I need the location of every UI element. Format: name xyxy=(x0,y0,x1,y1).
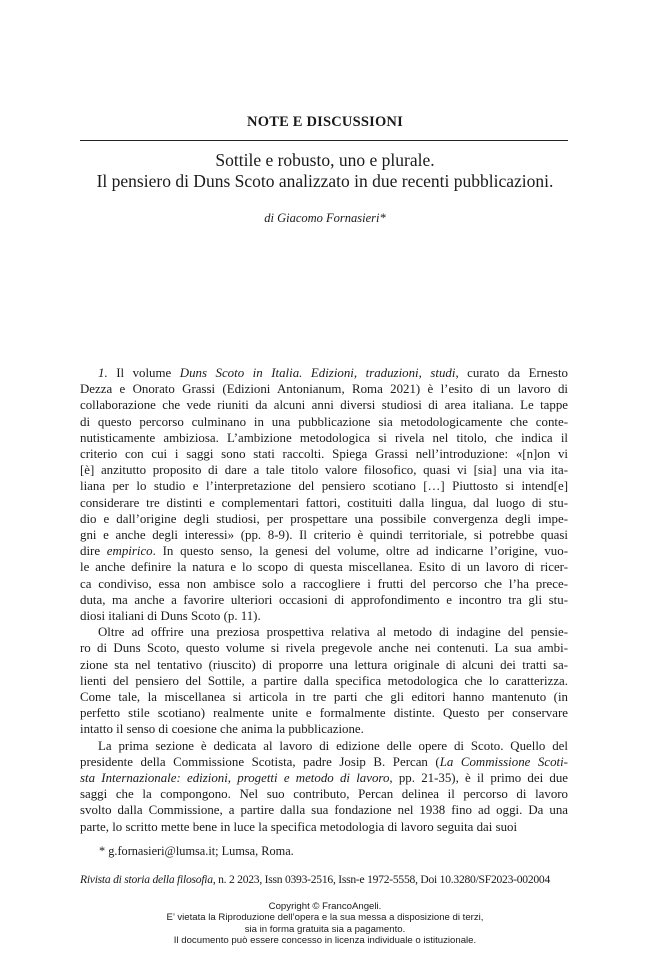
text-line: nutisticamente ambiziosa. L’ambizione metodologica si rivela nel titolo, che indica il xyxy=(80,430,568,445)
section-title: NOTE E DISCUSSIONI xyxy=(247,114,403,130)
text-line: dire empirico. In questo senso, la genesi del volume, oltre ad indicarne l’origine, vuo- xyxy=(80,544,568,559)
text-line: diosi italiani di Duns Scoto (p. 11). xyxy=(80,609,261,624)
text-line: dio e dall’origine degli studiosi, per prospettare una possibile convergenza degli impe- xyxy=(80,511,568,526)
text-line: Dezza e Onorato Grassi (Edizioni Antonianum, Roma 2021) è l’esito di un lavoro di xyxy=(80,382,568,397)
text-line: collaborazione che vede riuniti da alcuni anni diversi studiosi di area italiana. Le tappe xyxy=(80,398,568,413)
text-line: parte, lo scritto mette bene in luce la specifica metodologia di lavoro seguita dai suoi xyxy=(80,819,518,834)
article-body xyxy=(80,365,568,835)
body-paragraph xyxy=(80,365,568,624)
text-line: [è] anzitutto proposito di dare a tale titolo valore filosofico, quasi vi [sia] una via ita- xyxy=(80,463,568,478)
text-line: intatto il senso di coesione che anima la pubblicazione. xyxy=(80,722,364,737)
text-line: Come tale, la miscellanea si articola in tre parti che gli editori hanno mantenuto (in xyxy=(80,690,568,705)
footnote: * g.fornasieri@lumsa.it; Lumsa, Roma. xyxy=(99,844,294,858)
text-line: le anche definire la natura e lo scopo di questa miscellanea. Esito di un lavoro di ricer- xyxy=(80,560,568,575)
text-line: ca condiviso, essa non ambisce solo a raccogliere i frutti del percorso che l’ha prece- xyxy=(80,576,568,591)
text-line: zione sta nel tentativo (riuscito) di proporre una lettura originale di alcuni dei tratti sa- xyxy=(80,657,568,672)
journal-name: Rivista di storia della filosofia xyxy=(80,873,213,886)
copyright-line-1: Copyright © FrancoAngeli. xyxy=(268,901,382,912)
article-title-line-1: Sottile e robusto, uno e plurale. xyxy=(215,150,435,170)
text-line: criterio con cui i saggi sono stati raccolti. Spiega Grassi nell’introduzione: «[n]on vi xyxy=(80,447,568,462)
body-paragraph xyxy=(80,624,568,737)
journal-details: , n. 2 2023, Issn 0393-2516, Issn-e 1972-5558, Doi 10.3280/SF2023-002004 xyxy=(212,873,551,886)
text-line: sta Internazionale: edizioni, progetti e metodo di lavoro, pp. 21-35), è il primo dei due xyxy=(80,771,568,786)
body-paragraph xyxy=(80,738,568,835)
text-line: considerare tre distinti e complementari fattori, costituiti dalla lingua, dal luogo di stu- xyxy=(80,495,568,510)
copyright-line-2: E’ vietata la Riproduzione dell’opera e la sua messa a disposizione di terzi, xyxy=(166,912,484,924)
text-line: svolto dalla Commissione, a partire dalla sua fondazione nel 1938 fino ad oggi. Da una xyxy=(80,803,568,818)
text-line: saggi che la compongono. Nel suo contributo, Percan delinea il percorso di lavoro xyxy=(80,787,568,802)
text-line: ro di Duns Scoto, questo volume si rivela pregevole anche nei contenuti. La sua ambi- xyxy=(80,641,568,656)
text-line: 1. Il volume Duns Scoto in Italia. Edizioni, traduzioni, studi, curato da Ernesto xyxy=(98,366,568,380)
header-rule xyxy=(80,140,568,141)
copyright-line-3: sia in forma gratuita sia a pagamento. xyxy=(244,923,406,935)
copyright-line-4: Il documento può essere concesso in licenza individuale o istituzionale. xyxy=(173,934,477,946)
copyright-notice xyxy=(0,901,650,946)
journal-citation xyxy=(80,873,550,886)
article-title xyxy=(0,150,650,192)
text-line: di questo percorso culminano in una pubblicazione sia metodologicamente che conte- xyxy=(80,414,568,429)
text-line: presidente della Commissione Scotista, padre Josip B. Percan (La Commissione Scoti- xyxy=(80,754,568,769)
text-line: duta, ma anche a favorire ulteriori occasioni di approfondimento e incontro tra gli stu- xyxy=(80,592,568,607)
text-line: perfetto stile scotiano) realmente unite e formalmente distinte. Questo per conservare xyxy=(80,706,568,721)
article-title-line-2: Il pensiero di Duns Scoto analizzato in due recenti pubblicazioni. xyxy=(96,171,554,191)
text-line: lienti del pensiero del Sottile, a partire dalla specifica metodologica che lo caratterizza. xyxy=(80,673,568,688)
text-line: gni e anche degli interessi» (pp. 8-9). Il criterio è quindi territoriale, si potrebbe quasi xyxy=(80,528,568,543)
text-line: Oltre ad offrire una preziosa prospettiva relativa al metodo di indagine del pensie- xyxy=(98,625,568,640)
author-byline: di Giacomo Fornasieri* xyxy=(264,211,386,225)
text-line: liana per lo studio e l’interpretazione del pensiero scotiano […] Piuttosto si intend[e] xyxy=(80,479,568,494)
text-line: La prima sezione è dedicata al lavoro di edizione delle opere di Scoto. Quello del xyxy=(98,738,568,753)
